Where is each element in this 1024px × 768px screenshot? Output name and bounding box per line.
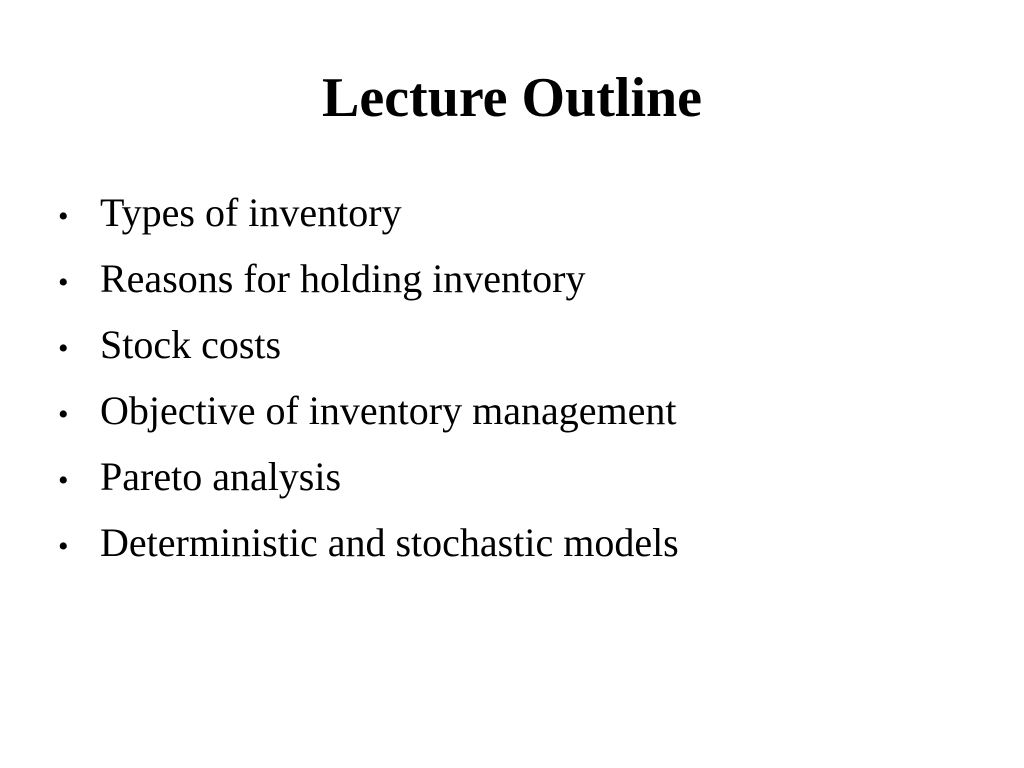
bullet-text: Stock costs [100,322,282,367]
bullet-text: Reasons for holding inventory [100,256,586,301]
bullet-text: Pareto analysis [100,454,342,499]
bullet-icon: • [58,464,69,497]
bullet-item [58,180,679,246]
slide-title: Lecture Outline [321,67,703,129]
bullet-item [58,510,679,576]
bullet-icon: • [58,398,69,431]
bullet-icon: • [58,200,69,233]
bullet-text: Objective of inventory management [100,388,677,433]
bullet-list [58,180,679,576]
bullet-item [58,378,679,444]
bullet-item [58,312,679,378]
bullet-text: Types of inventory [100,190,402,235]
bullet-item [58,444,679,510]
bullet-icon: • [58,266,69,299]
bullet-icon: • [58,530,69,563]
bullet-text: Deterministic and stochastic models [100,520,679,565]
bullet-icon: • [58,332,69,365]
bullet-item [58,246,679,312]
